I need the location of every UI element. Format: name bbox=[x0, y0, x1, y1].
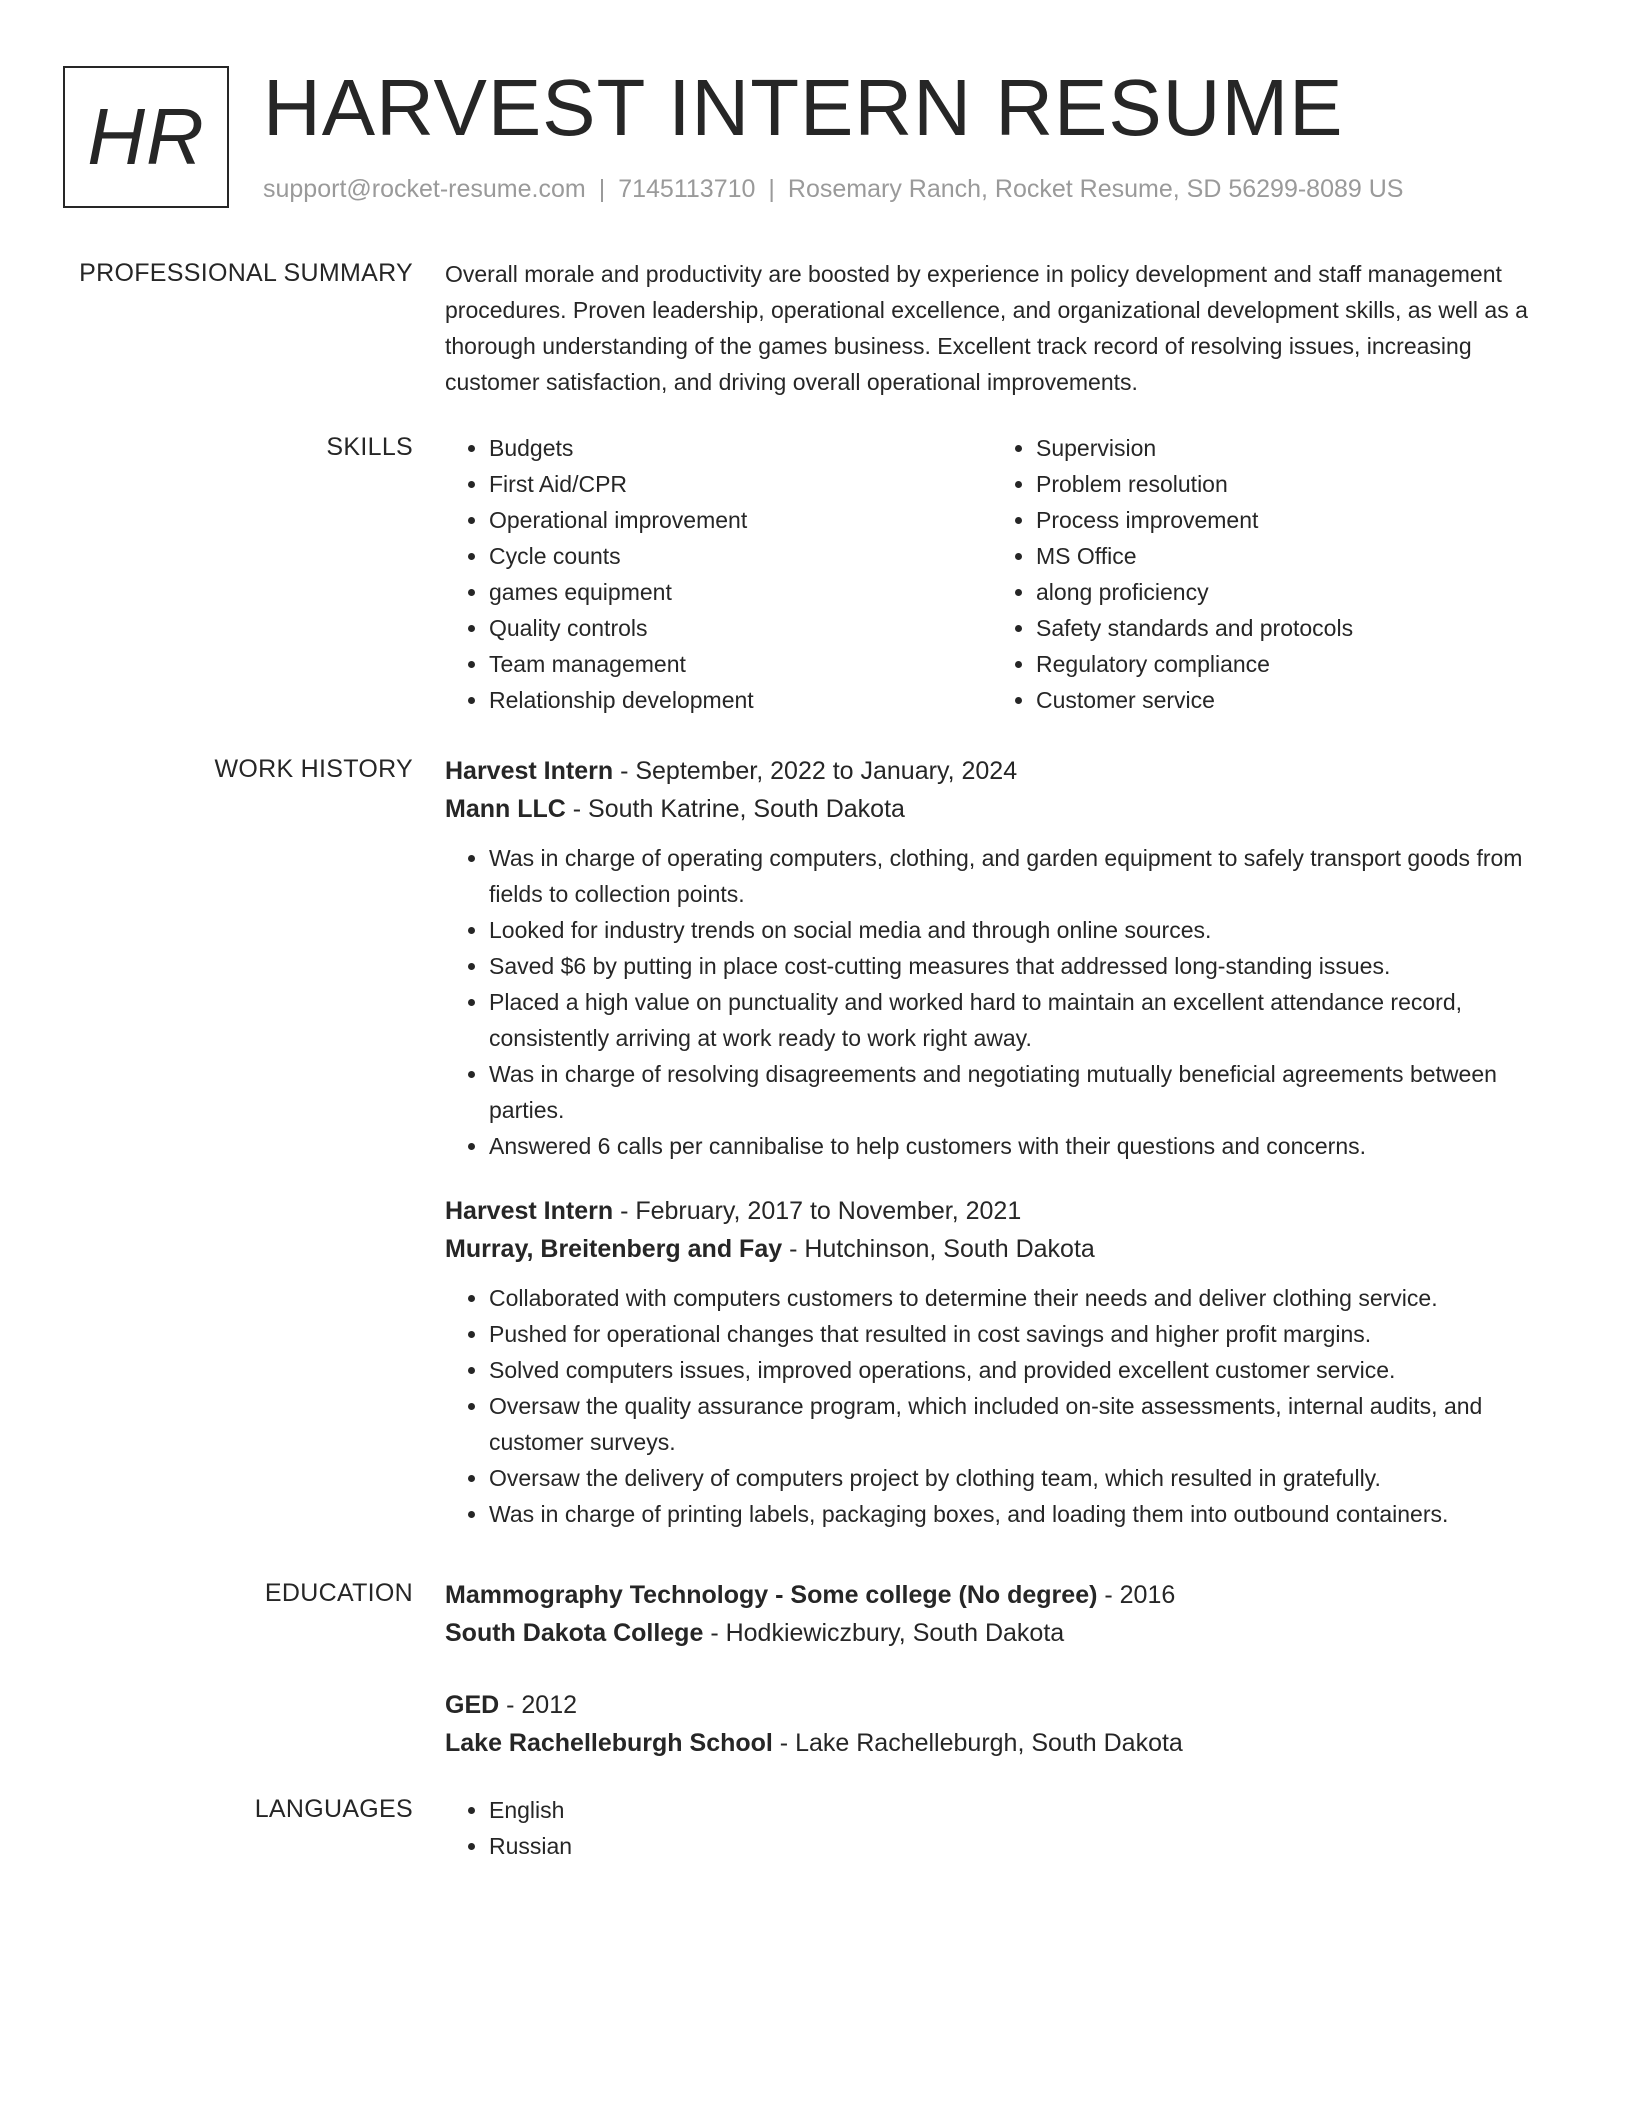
languages-body bbox=[445, 1792, 1560, 1864]
contact-line bbox=[263, 174, 1403, 204]
skill-item: • Process improvement bbox=[1036, 502, 1539, 538]
job-dates: - February, 2017 to November, 2021 bbox=[613, 1197, 1022, 1225]
job-bullet: • Was in charge of resolving disagreements and negotiating mutually beneficial agreements between parties. bbox=[489, 1056, 1560, 1128]
job-bullet: • Saved $6 by putting in place cost-cutting measures that addressed long-standing issues. bbox=[489, 948, 1560, 984]
job-company: Mann LLC bbox=[445, 795, 566, 823]
job-bullet: • Pushed for operational changes that resulted in cost savings and higher profit margins. bbox=[489, 1316, 1560, 1352]
job-title-line bbox=[445, 752, 1560, 790]
contact-address: Rosemary Ranch, Rocket Resume, SD 56299-8089 US bbox=[787, 175, 1404, 203]
skill-item: • Budgets bbox=[489, 430, 992, 466]
education-degree-line bbox=[445, 1576, 1560, 1614]
language-item: • English bbox=[489, 1792, 1560, 1828]
job-bullet: • Collaborated with computers customers to determine their needs and deliver clothing service. bbox=[489, 1280, 1560, 1316]
skill-item: • Safety standards and protocols bbox=[1036, 610, 1539, 646]
job-bullets bbox=[445, 840, 1560, 1164]
education-school: Lake Rachelleburgh School bbox=[445, 1729, 773, 1757]
job-title: Harvest Intern bbox=[445, 1197, 614, 1225]
education-body bbox=[445, 1576, 1560, 1796]
skill-item: • Cycle counts bbox=[489, 538, 992, 574]
job-location: - Hutchinson, South Dakota bbox=[782, 1235, 1095, 1263]
job-bullet: • Was in charge of operating computers, clothing, and garden equipment to safely transport goods from fields to collection points. bbox=[489, 840, 1560, 912]
skill-item: • Problem resolution bbox=[1036, 466, 1539, 502]
monogram-logo: HR bbox=[63, 66, 229, 208]
summary-body bbox=[445, 256, 1560, 400]
education-degree: Mammography Technology - Some college (No degree) bbox=[445, 1581, 1098, 1609]
education-heading: EDUCATION bbox=[264, 1579, 413, 1607]
education-year: - 2012 bbox=[499, 1691, 578, 1719]
job-location: - South Katrine, South Dakota bbox=[565, 795, 905, 823]
job-bullet: • Looked for industry trends on social media and through online sources. bbox=[489, 912, 1560, 948]
job-title: Harvest Intern bbox=[445, 757, 614, 785]
contact-separator: | bbox=[598, 175, 606, 203]
job-bullet: • Solved computers issues, improved operations, and provided excellent customer service. bbox=[489, 1352, 1560, 1388]
skill-item: • First Aid/CPR bbox=[489, 466, 992, 502]
resume-title: HARVEST INTERN RESUME bbox=[263, 63, 1344, 152]
language-item: • Russian bbox=[489, 1828, 1560, 1864]
job-company-line bbox=[445, 790, 1560, 828]
job-bullets bbox=[445, 1280, 1560, 1532]
job-company-line bbox=[445, 1230, 1560, 1268]
contact-phone: 7145113710 bbox=[618, 175, 756, 203]
job-dates: - September, 2022 to January, 2024 bbox=[613, 757, 1018, 785]
summary-heading: PROFESSIONAL SUMMARY bbox=[79, 259, 413, 287]
skills-list-right bbox=[992, 430, 1539, 718]
job-bullet: • Answered 6 calls per cannibalise to help customers with their questions and concerns. bbox=[489, 1128, 1560, 1164]
skills-list-left bbox=[445, 430, 992, 718]
education-entry bbox=[445, 1686, 1560, 1762]
skill-item: • Operational improvement bbox=[489, 502, 992, 538]
skill-item: • Customer service bbox=[1036, 682, 1539, 718]
job-entry bbox=[445, 1192, 1560, 1532]
education-school: South Dakota College bbox=[445, 1619, 704, 1647]
skills-heading: SKILLS bbox=[326, 433, 413, 461]
skill-item: • along proficiency bbox=[1036, 574, 1539, 610]
work-history-heading: WORK HISTORY bbox=[214, 755, 413, 783]
skill-item: • Relationship development bbox=[489, 682, 992, 718]
skill-item: • Supervision bbox=[1036, 430, 1539, 466]
education-location: - Lake Rachelleburgh, South Dakota bbox=[772, 1729, 1183, 1757]
job-title-line bbox=[445, 1192, 1560, 1230]
education-school-line bbox=[445, 1724, 1560, 1762]
education-year: - 2016 bbox=[1097, 1581, 1176, 1609]
job-bullet: • Oversaw the delivery of computers project by clothing team, which resulted in gratefully. bbox=[489, 1460, 1560, 1496]
education-school-line bbox=[445, 1614, 1560, 1652]
education-degree: GED bbox=[445, 1691, 500, 1719]
contact-separator: | bbox=[768, 175, 775, 203]
skill-item: • Team management bbox=[489, 646, 992, 682]
languages-heading: LANGUAGES bbox=[254, 1795, 413, 1823]
work-history-body bbox=[445, 752, 1560, 1560]
skill-item: • MS Office bbox=[1036, 538, 1539, 574]
education-degree-line bbox=[445, 1686, 1560, 1724]
job-bullet: • Oversaw the quality assurance program, which included on-site assessments, internal audits, and customer surveys. bbox=[489, 1388, 1560, 1460]
skill-item: • Quality controls bbox=[489, 610, 992, 646]
job-bullet: • Was in charge of printing labels, packaging boxes, and loading them into outbound containers. bbox=[489, 1496, 1560, 1532]
summary-text: Overall morale and productivity are boosted by experience in policy development and staff management procedures. Proven leadership, operational excellence, and organizational development skills, as well as a thorough understanding of the games business. Excellent track record of resolving issues, increasing customer satisfaction, and driving overall operational improvements. bbox=[445, 261, 1528, 395]
resume-header bbox=[63, 63, 1563, 212]
job-entry bbox=[445, 752, 1560, 1164]
skill-item: • games equipment bbox=[489, 574, 992, 610]
languages-list bbox=[445, 1792, 1560, 1864]
job-company: Murray, Breitenberg and Fay bbox=[445, 1235, 783, 1263]
skills-body bbox=[445, 430, 1560, 718]
skill-item: • Regulatory compliance bbox=[1036, 646, 1539, 682]
education-location: - Hodkiewiczbury, South Dakota bbox=[703, 1619, 1065, 1647]
job-bullet: • Placed a high value on punctuality and worked hard to maintain an excellent attendance record, consistently arriving at work ready to work right away. bbox=[489, 984, 1560, 1056]
contact-email: support@rocket-resume.com bbox=[263, 175, 586, 203]
education-entry bbox=[445, 1576, 1560, 1652]
